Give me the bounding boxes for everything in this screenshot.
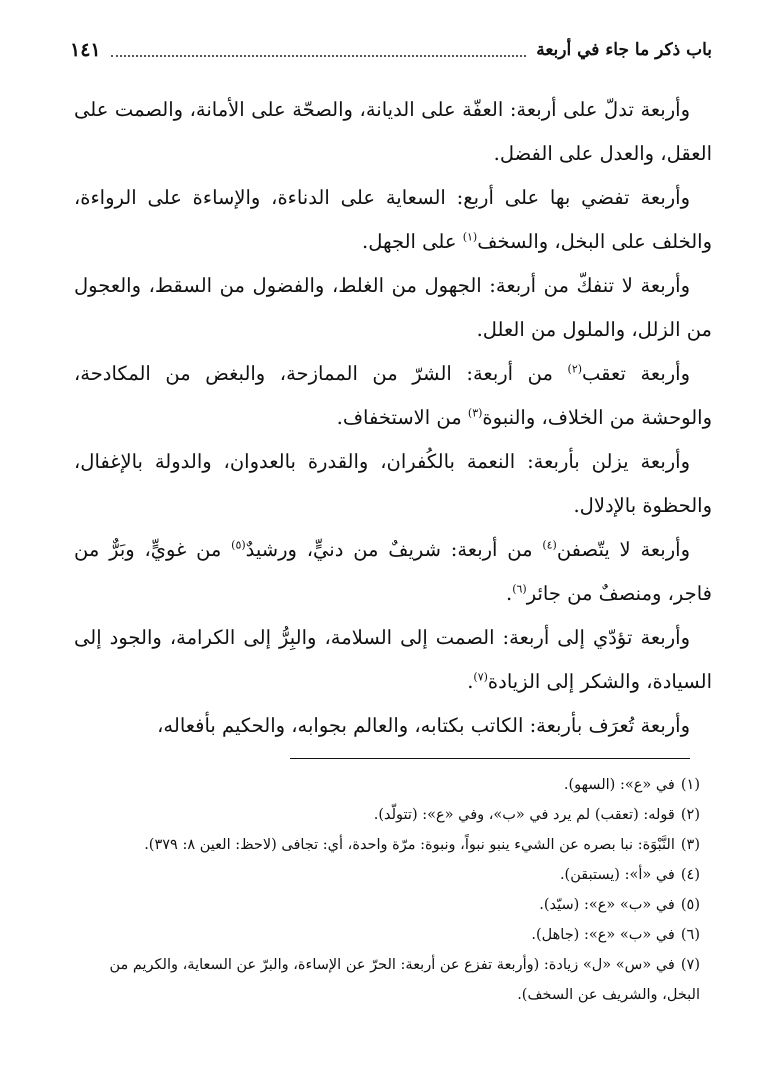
footnote-ref: (١) bbox=[462, 230, 478, 244]
footnote: (٣)النَّبْوَة: نبا بصره عن الشيء ينبو نبواً، ونبوة: مرّة واحدة، أي: تجافى (لاحظ: العين ٨: ٣٧٩). bbox=[144, 837, 700, 853]
footnotes bbox=[74, 770, 712, 1010]
footnote: (٢)قوله: (تعقب) لم يرد في «ب»، وفي «ع»: (تتولّد). bbox=[373, 807, 700, 823]
footnote-ref: (٣) bbox=[467, 406, 483, 420]
footnote-ref: (٧) bbox=[473, 670, 488, 684]
footnote: (٦)في «ب» «ع»: (جاهل). bbox=[531, 927, 700, 943]
footnote-ref: (٢) bbox=[567, 362, 583, 376]
paragraph: وأربعة تدلّ على أربعة: العفّة على الديانة، والصحّة على الأمانة، والصمت على العقل، والعدل على الفضل. bbox=[74, 98, 712, 165]
paragraph: وأربعة تعقب$^{(٢)}$ من أربعة: الشرّ من الممازحة، والبغض من المكادحة، والوحشة من الخلاف، والنبوة$^{(٣)}$ من الاستخفاف. bbox=[74, 362, 712, 429]
footnote-ref: (٤) bbox=[542, 538, 557, 552]
running-header bbox=[70, 34, 712, 66]
paragraph: وأربعة تُعرَف بأربعة: الكاتب بكتابه، والعالم بجوابه، والحكيم بأفعاله، bbox=[157, 714, 690, 737]
footnote-separator bbox=[290, 758, 690, 759]
footnote: (٥)في «ب» «ع»: (سيّد). bbox=[539, 897, 700, 913]
footnote: (٤)في «أ»: (يستبقن). bbox=[559, 867, 700, 883]
paragraph: وأربعة لا تنفكّ من أربعة: الجهول من الغلط، والفضول من السقط، والعجول من الزلل، والملول من العلل. bbox=[74, 274, 712, 341]
paragraph: وأربعة تؤدّي إلى أربعة: الصمت إلى السلامة، والبِرُّ إلى الكرامة، والجود إلى السيادة، والشكر إلى الزيادة$^{(٧)}$. bbox=[74, 626, 712, 693]
page-number: ١٤١ bbox=[70, 39, 101, 61]
chapter-title: باب ذكر ما جاء في أربعة bbox=[536, 40, 712, 60]
paragraph: وأربعة يزلن بأربعة: النعمة بالكُفران، والقدرة بالعدوان، والدولة بالإغفال، والحظوة بالإدلال. bbox=[74, 450, 712, 517]
paragraph: وأربعة لا يتّصفن$^{(٤)}$ من أربعة: شريفٌ من دنيٍّ، ورشيدٌ$^{(٥)}$ من غويٍّ، وبَرٌّ من فاجر، ومنصفٌ من جائر$^{(٦)}$. bbox=[74, 538, 712, 605]
paragraph: وأربعة تفضي بها على أربع: السعاية على الدناءة، والإساءة على الرواءة، والخلف على البخل، والسخف$^{(١)}$ على الجهل. bbox=[74, 186, 712, 253]
footnote-ref: (٦) bbox=[512, 582, 527, 596]
main-text bbox=[74, 88, 712, 748]
dotted-leader bbox=[111, 43, 527, 57]
footnote: (٧)في «س» «ل» زيادة: (وأربعة تفزع عن أربعة: الحرّ عن الإساءة، والبرّ عن السعاية، والكريم من البخل، والشريف عن السخف). bbox=[109, 957, 700, 1003]
footnote: (١)في «ع»: (السهو). bbox=[563, 777, 700, 793]
footnote-ref: (٥) bbox=[231, 538, 246, 552]
